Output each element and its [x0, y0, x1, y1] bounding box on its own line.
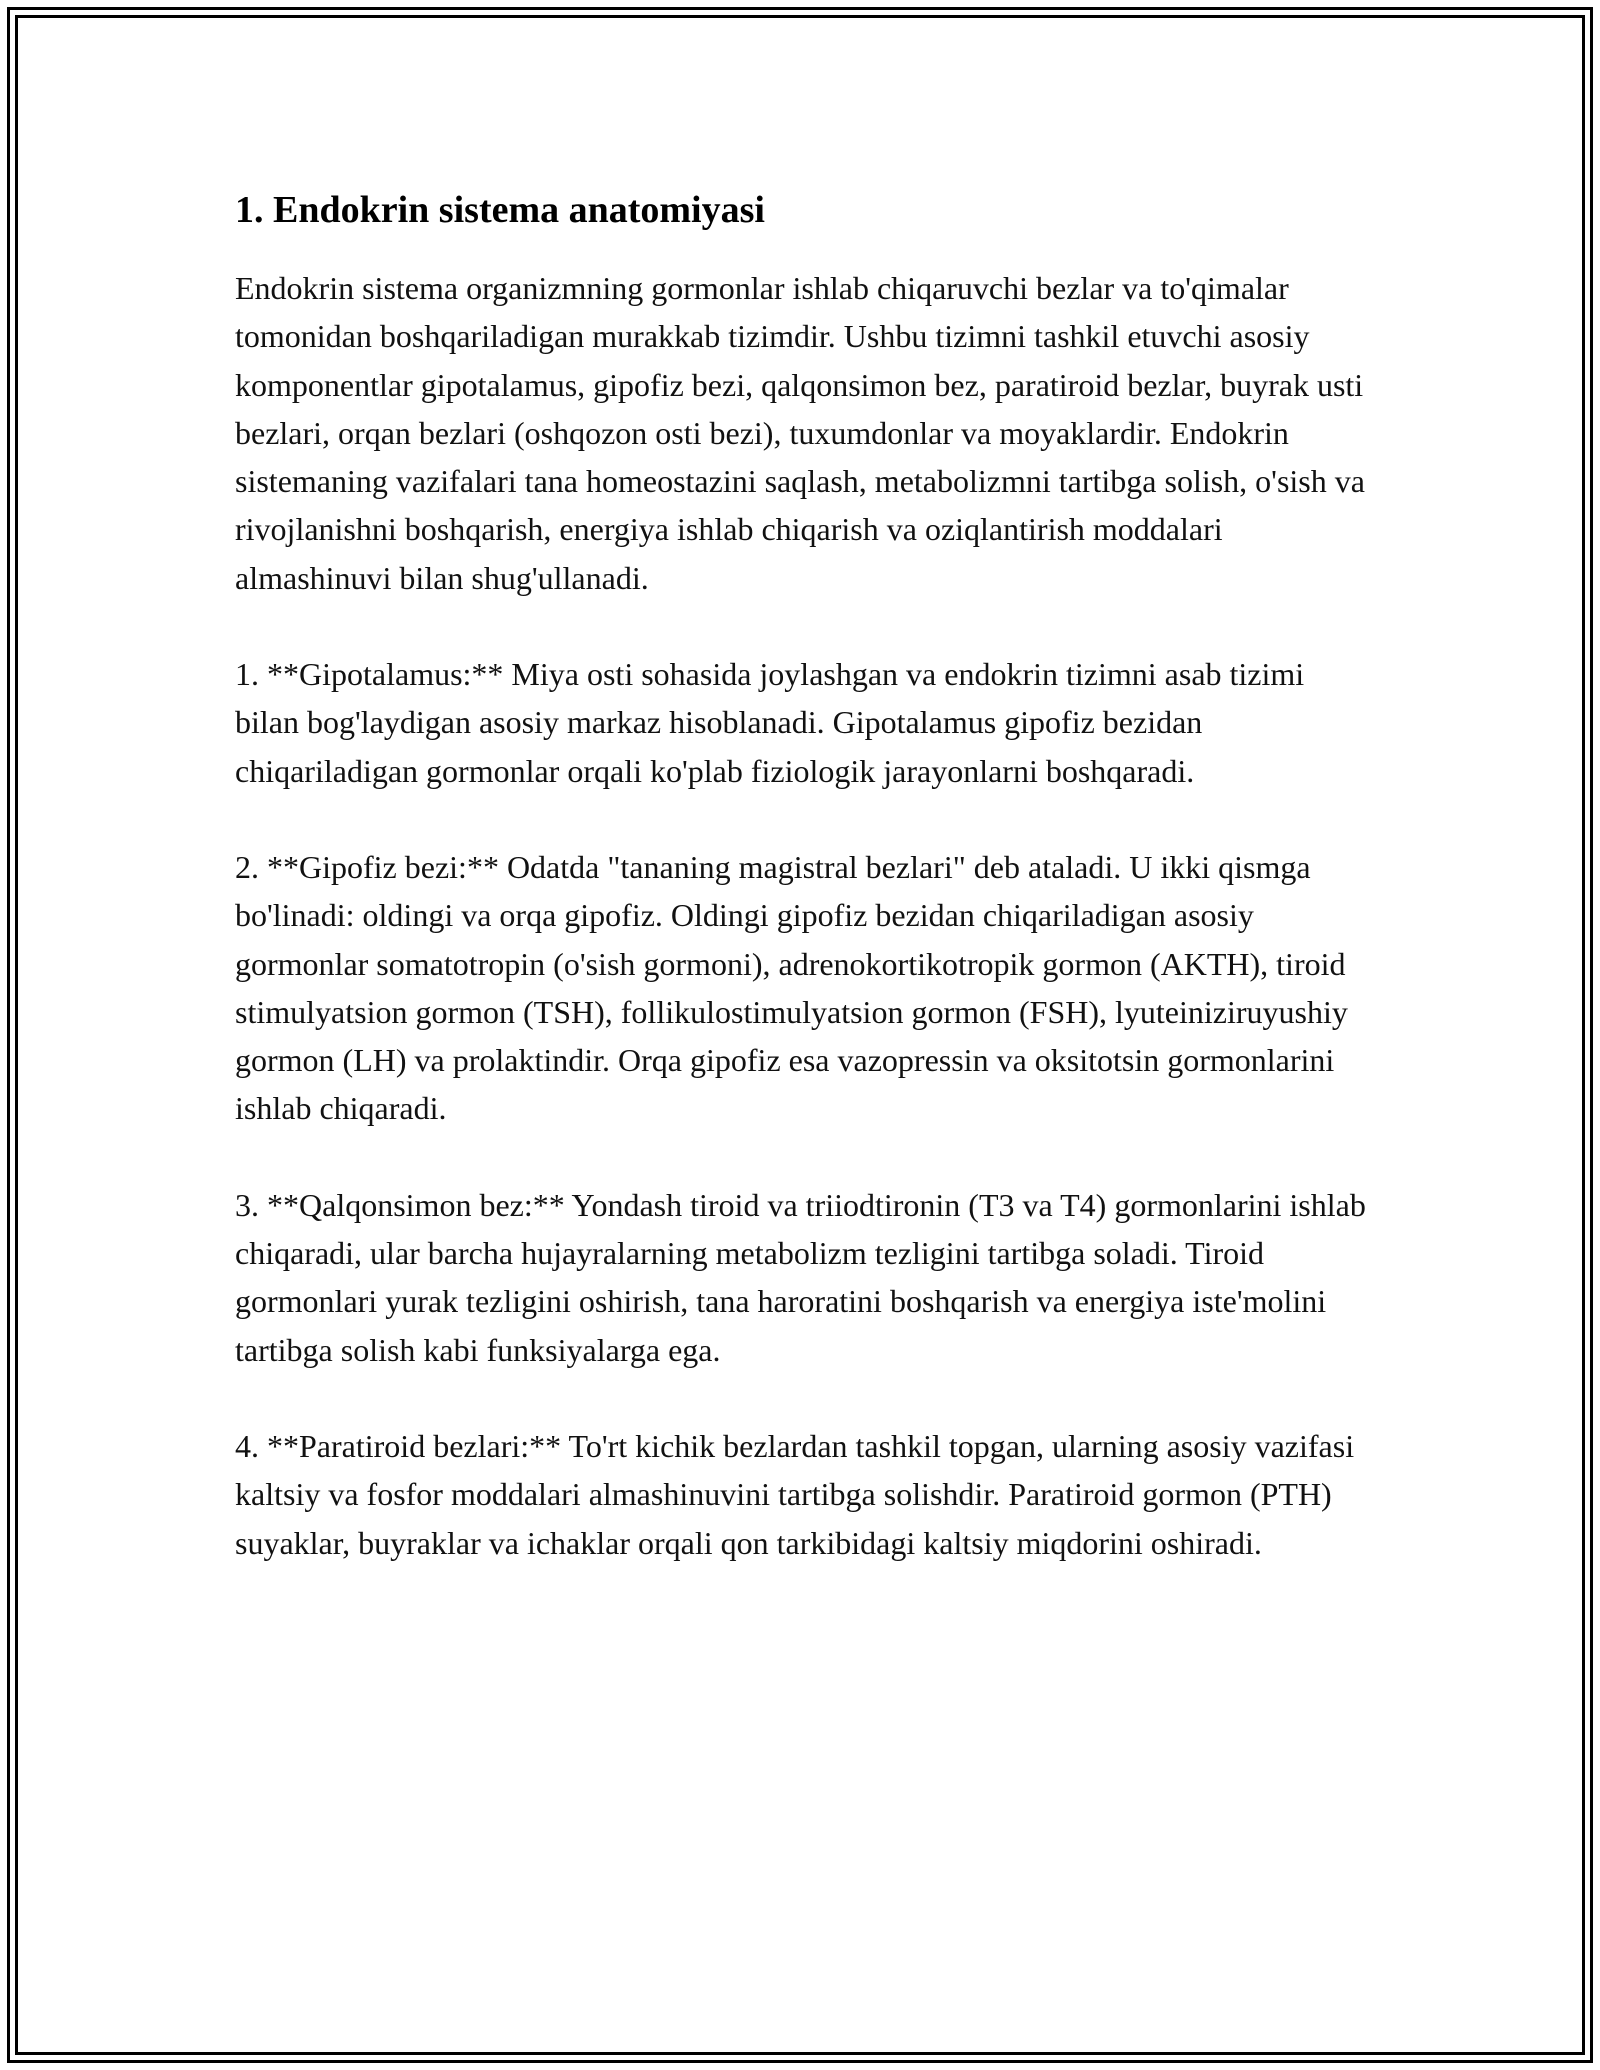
- section-heading: 1. Endokrin sistema anatomiyasi: [235, 189, 765, 231]
- paratiroid-paragraph: 4. **Paratiroid bezlari:** To'rt kichik bezlardan tashkil topgan, ularning asosiy vazifasi kaltsiy va fosfor moddalari almashinuvini tartibga solishdir. Paratiroid gormon (PTH) suyaklar, buyraklar va ichaklar orqali qon tarkibidagi kaltsiy miqdorini oshiradi.: [235, 1427, 1355, 1561]
- intro-paragraph: Endokrin sistema organizmning gormonlar ishlab chiqaruvchi bezlar va to'qimalar tomonidan boshqariladigan murakkab tizimdir. Ushbu tizimni tashkil etuvchi asosiy komponentlar gipotalamus, gipofiz bezi, qalqonsimon bez, paratiroid bezlar, buyrak usti bezlari, orqan bezlari (oshqozon osti bezi), tuxumdonlar va moyaklardir. Endokrin sistemaning vazifalari tana homeostazini saqlash, metabolizmni tartibga solish, o'sish va rivojlanishni boshqarish, energiya ishlab chiqarish va oziqlantirish moddalari almashinuvi bilan shug'ullanadi.: [235, 270, 1365, 596]
- document-body: [235, 186, 1375, 1615]
- gipotalamus-paragraph: 1. **Gipotalamus:** Miya osti sohasida joylashgan va endokrin tizimni asab tizimi bilan bog'laydigan asosiy markaz hisoblanadi. Gipotalamus gipofiz bezidan chiqariladigan gormonlar orqali ko'plab fiziologik jarayonlarni boshqaradi.: [235, 656, 1305, 789]
- gipofiz-paragraph: 2. **Gipofiz bezi:** Odatda "tananing magistral bezlari" deb ataladi. U ikki qismga bo'linadi: oldingi va orqa gipofiz. Oldingi gipofiz bezidan chiqariladigan asosiy gormonlar somatotropin (o'sish gormoni), adrenokortikotropik gormon (AKTH), tiroid stimulyatsion gormon (TSH), follikulostimulyatsion gormon (FSH), lyuteiniziruyushiy gormon (LH) va prolaktindir. Orqa gipofiz esa vazopressin va oksitotsin gormonlarini ishlab chiqaradi.: [235, 848, 1348, 1127]
- qalqonsimon-paragraph: 3. **Qalqonsimon bez:** Yondash tiroid va triiodtironin (T3 va T4) gormonlarini ishlab chiqaradi, ular barcha hujayralarning metabolizm tezligini tartibga soladi. Tiroid gormonlari yurak tezligini oshirish, tana haroratini boshqarish va energiya iste'molini tartibga solish kabi funksiyalarga ega.: [235, 1186, 1366, 1368]
